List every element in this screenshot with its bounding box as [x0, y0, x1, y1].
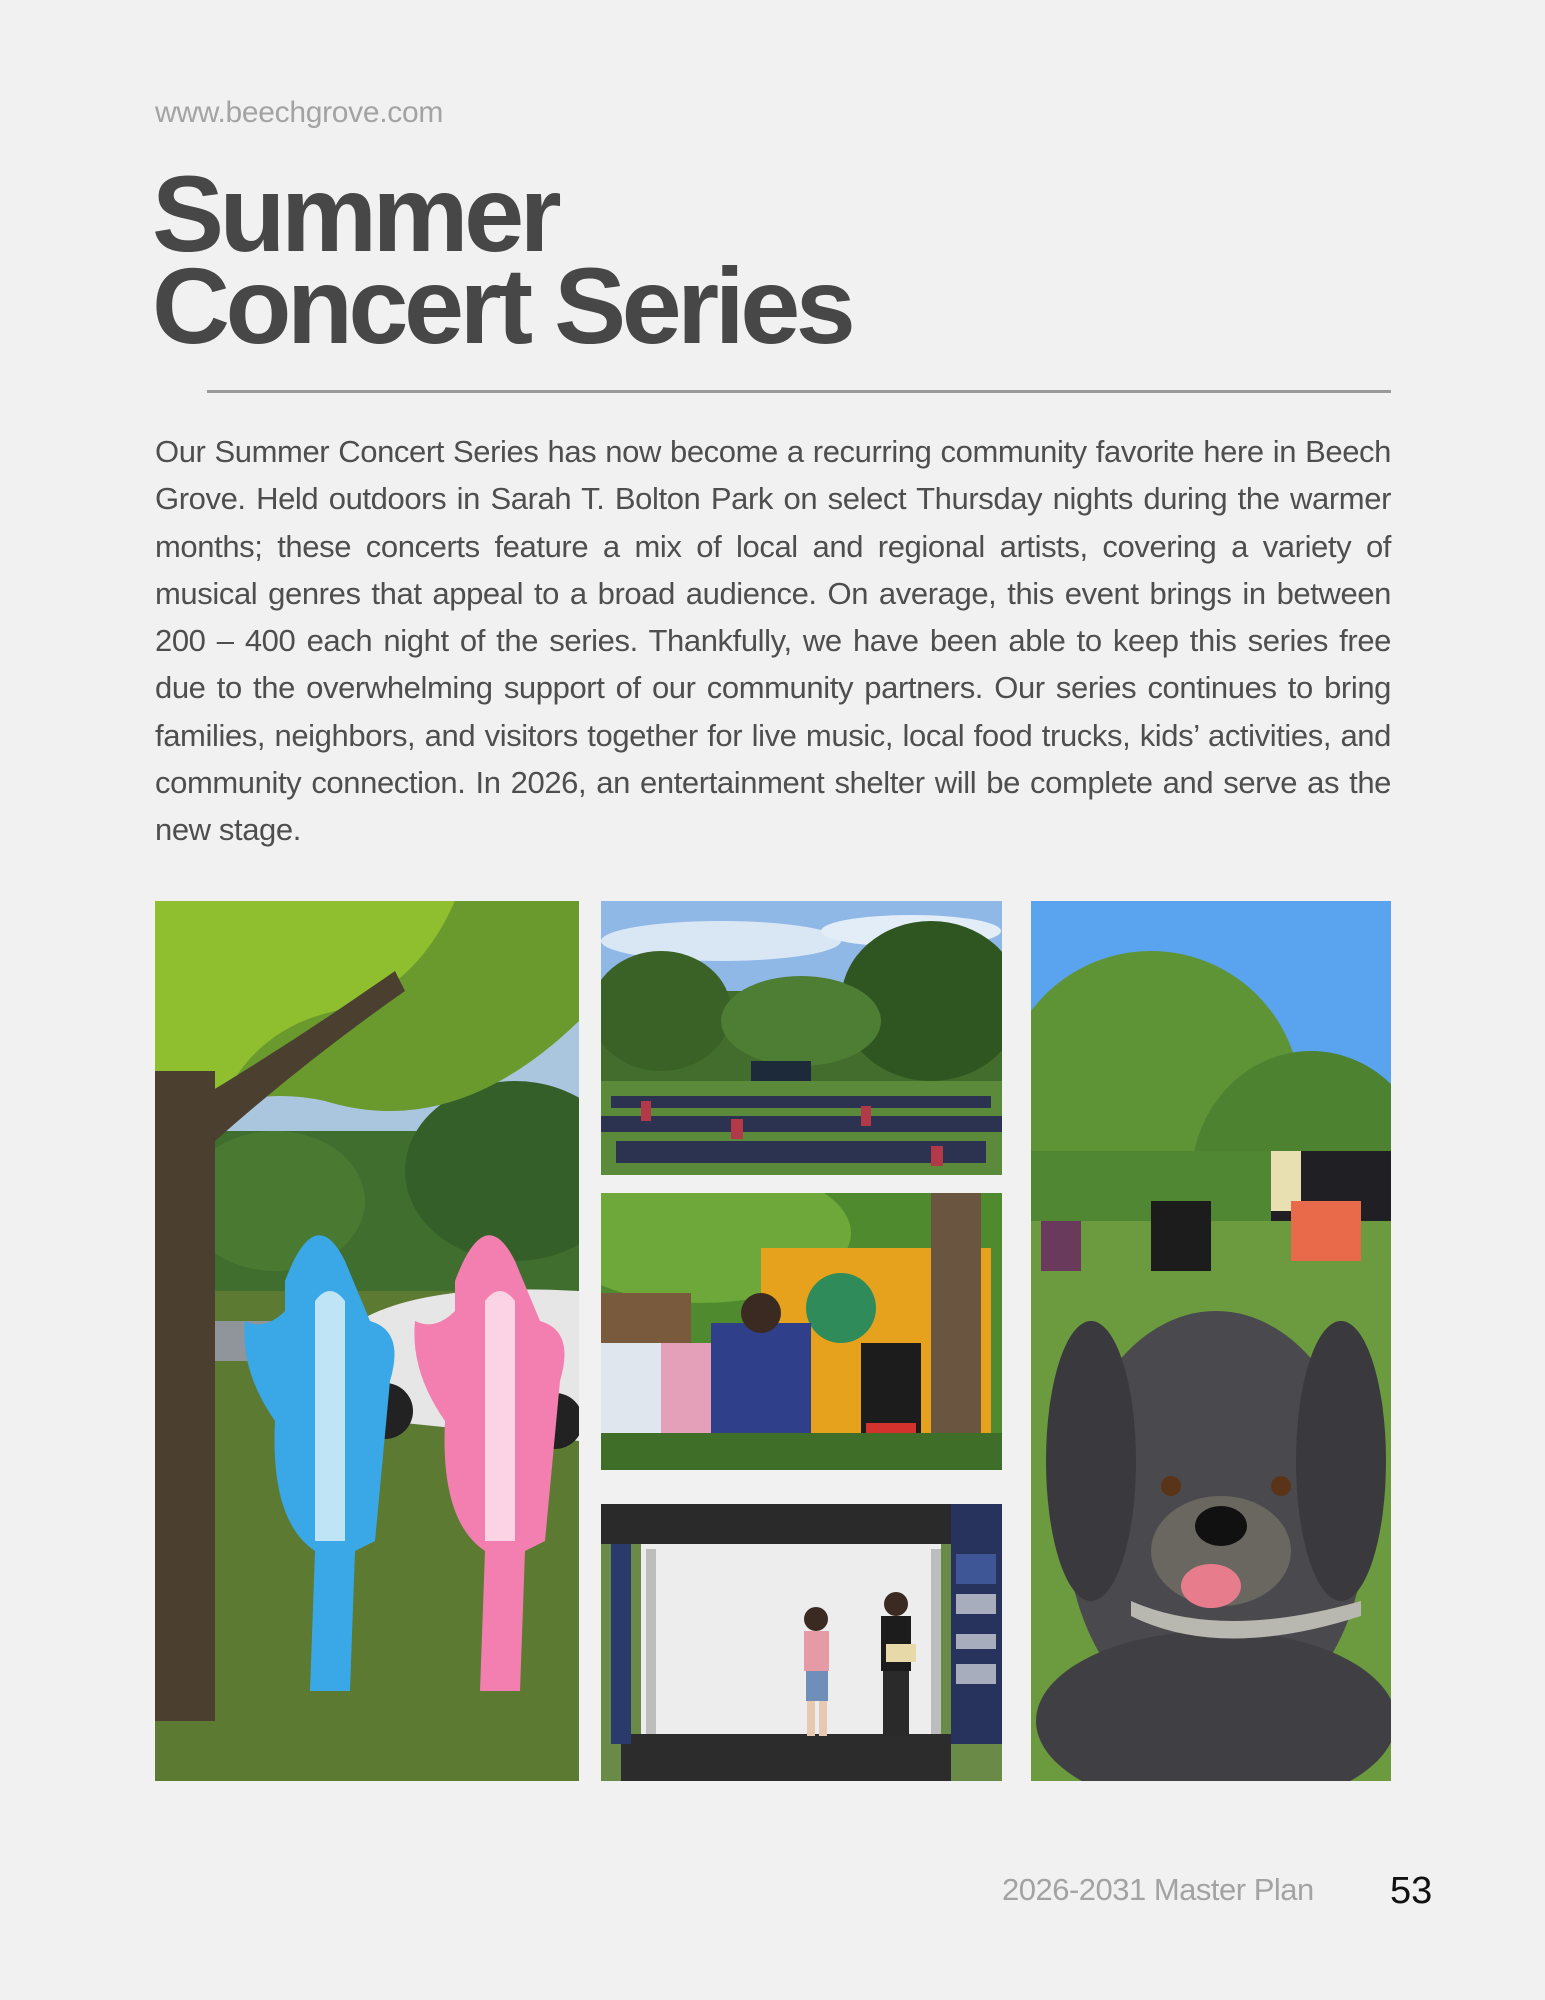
- site-url: www.beechgrove.com: [155, 96, 444, 129]
- photo-food-truck: [601, 1193, 1002, 1470]
- photo-band-stage: [601, 1504, 1002, 1781]
- photo-concert-crowd: [601, 901, 1002, 1175]
- page-number: 53: [1390, 1870, 1433, 1912]
- photo-dog: [1031, 901, 1391, 1781]
- photo-shark-costumes: [155, 901, 579, 1781]
- page-title-line-1: Summer: [152, 153, 558, 274]
- page-title: [152, 153, 852, 366]
- page-title-line-2: Concert Series: [152, 245, 852, 366]
- footer-label: 2026-2031 Master Plan: [1002, 1872, 1314, 1907]
- body-paragraph: Our Summer Concert Series has now become a recurring community favorite here in Beech Grove. Held outdoors in Sarah T. Bolton Park on select Thursday nights during the warmer months; these concerts feature a mix of local and regional artists, covering a variety of musical genres that appeal to a broad audience. On average, this event brings in between 200 – 400 each night of the series. Thankfully, we have been able to keep this series free due to the overwhelming support of our community partners. Our series continues to bring families, neighbors, and visitors together for live music, local food trucks, kids’ activities, and community connection. In 2026, an entertainment shelter will be complete and serve as the new stage.: [155, 434, 1391, 848]
- title-divider: [207, 390, 1391, 393]
